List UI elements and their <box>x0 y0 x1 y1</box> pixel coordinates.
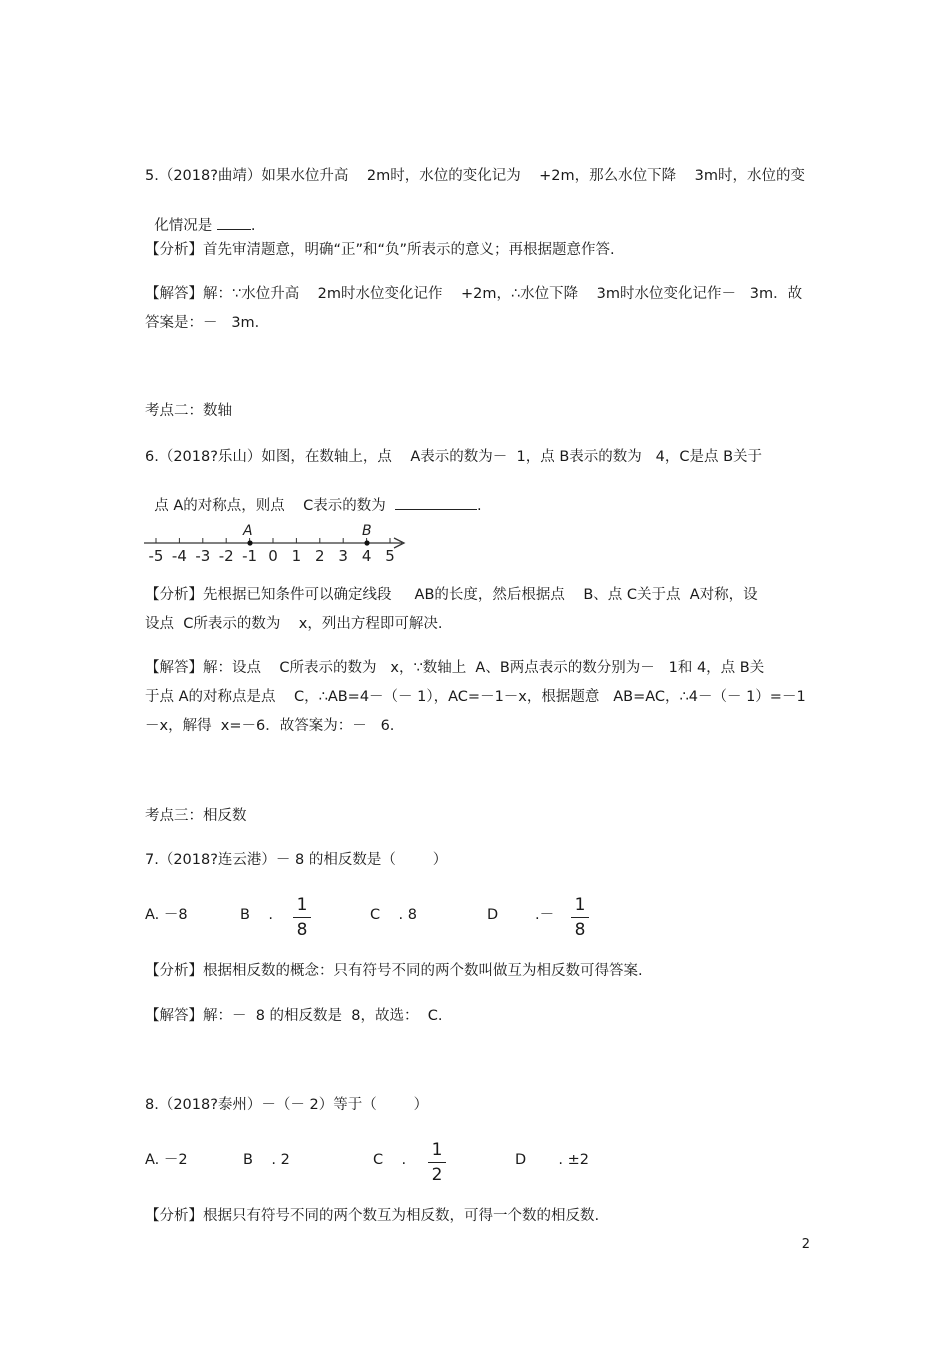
q5-analysis: 【分析】首先审清题意，明确“正”和“负”所表示的意义；再根据题意作答. <box>145 242 615 258</box>
number-line-ticks <box>149 538 395 565</box>
q8-option-c-label: C . <box>373 1152 407 1168</box>
number-line-tick-label: -4 <box>171 547 187 565</box>
q6-answer-line1: 【解答】解：设点 C所表示的数为 x，∵数轴上 A、B两点表示的数分别为－ 1和 4，点 B关 <box>145 660 765 676</box>
q7-option-d-denominator: 8 <box>574 920 586 940</box>
point-b-dot <box>364 540 369 545</box>
q6-analysis-line1: 【分析】先根据已知条件可以确定线段 AB的长度，然后根据点 B、点 C关于点 A对称，设 <box>145 587 758 603</box>
q7-option-d-fraction <box>571 895 589 940</box>
q8-option-c-numerator: 1 <box>431 1140 443 1160</box>
number-line-tick-label: 2 <box>315 547 325 565</box>
fraction-bar <box>428 1162 446 1163</box>
q5-line1: 5.（2018?曲靖）如果水位升高 2m时，水位的变化记为 +2m，那么水位下降 3m时，水位的变 <box>145 168 805 184</box>
point-a-label: A <box>243 523 253 539</box>
section-heading-number-line: 考点二：数轴 <box>145 403 232 419</box>
number-line-tick-label: -5 <box>148 547 164 565</box>
q5-line2-prefix: 化情况是 <box>154 218 217 234</box>
q8-option-c-fraction <box>428 1140 446 1185</box>
q5-answer-line1: 【解答】解：∵水位升高 2m时水位变化记作 +2m，∴水位下降 3m时水位变化记作－ 3m．故 <box>145 286 803 302</box>
q7-answer: 【解答】解：－ 8 的相反数是 8，故选： C. <box>145 1008 443 1024</box>
q5-answer-blank <box>217 215 251 230</box>
number-line-tick-label: 1 <box>291 547 302 565</box>
q8-analysis: 【分析】根据只有符号不同的两个数互为相反数，可得一个数的相反数. <box>145 1208 600 1224</box>
number-line-tick-label: -2 <box>218 547 234 565</box>
number-line-tick-label: 3 <box>338 547 348 565</box>
q6-answer-line2: 于点 A的对称点是点 C，∴AB=4－（－ 1），AC=－1－x，根据题意 AB=AC，∴4－（－ 1）=－1 <box>145 689 806 705</box>
q6-line1: 6.（2018?乐山）如图，在数轴上，点 A表示的数为－ 1，点 B表示的数为 4，C是点 B关于 <box>145 449 763 465</box>
section-heading-opposite-numbers: 考点三：相反数 <box>145 808 247 824</box>
q8-option-d: D . ±2 <box>515 1152 590 1168</box>
q8-stem: 8.（2018?泰州）－（－ 2）等于（ ） <box>145 1097 429 1113</box>
q7-stem: 7.（2018?连云港）－ 8 的相反数是（ ） <box>145 852 448 868</box>
q6-line2-suffix: . <box>477 498 482 514</box>
q6-answer-line3: －x，解得 x=－6．故答案为：－ 6. <box>145 718 395 734</box>
q7-option-d-numerator: 1 <box>574 895 586 915</box>
point-a-dot <box>247 540 252 545</box>
q6-line2 <box>145 475 482 516</box>
q7-option-b-denominator: 8 <box>296 920 308 940</box>
number-line-figure <box>140 518 420 566</box>
q5-line2-suffix: . <box>250 218 256 234</box>
fraction-bar <box>571 917 589 918</box>
q7-option-a: A. －8 <box>145 907 188 923</box>
page-number: 2 <box>801 1237 810 1252</box>
q7-option-b-numerator: 1 <box>296 895 308 915</box>
number-line-tick-label: -1 <box>242 547 258 565</box>
q6-analysis-line2: 设点 C所表示的数为 x，列出方程即可解决. <box>145 616 443 632</box>
q7-option-d-label: D .－ <box>487 907 555 923</box>
q8-option-b: B . 2 <box>243 1152 290 1168</box>
number-line-tick-label: 4 <box>361 547 372 565</box>
q6-line2-prefix: 点 A的对称点，则点 C表示的数为 <box>154 498 396 514</box>
q7-option-b-fraction <box>293 895 311 940</box>
number-line-tick-label: 5 <box>385 547 395 565</box>
q8-option-a: A. －2 <box>145 1152 188 1168</box>
number-line-tick-label: -3 <box>195 547 211 565</box>
q7-option-b-label: B . <box>240 907 273 923</box>
q7-analysis: 【分析】根据相反数的概念：只有符号不同的两个数叫做互为相反数可得答案. <box>145 963 643 979</box>
number-line-tick-label: 0 <box>268 547 278 565</box>
fraction-bar <box>293 917 311 918</box>
q5-answer-line2: 答案是：－ 3m． <box>145 315 270 331</box>
q8-option-c-denominator: 2 <box>431 1165 443 1185</box>
point-b-label: B <box>362 523 372 539</box>
q6-answer-blank <box>395 495 477 510</box>
q5-line2 <box>145 195 255 236</box>
q7-option-c: C . 8 <box>370 907 418 923</box>
